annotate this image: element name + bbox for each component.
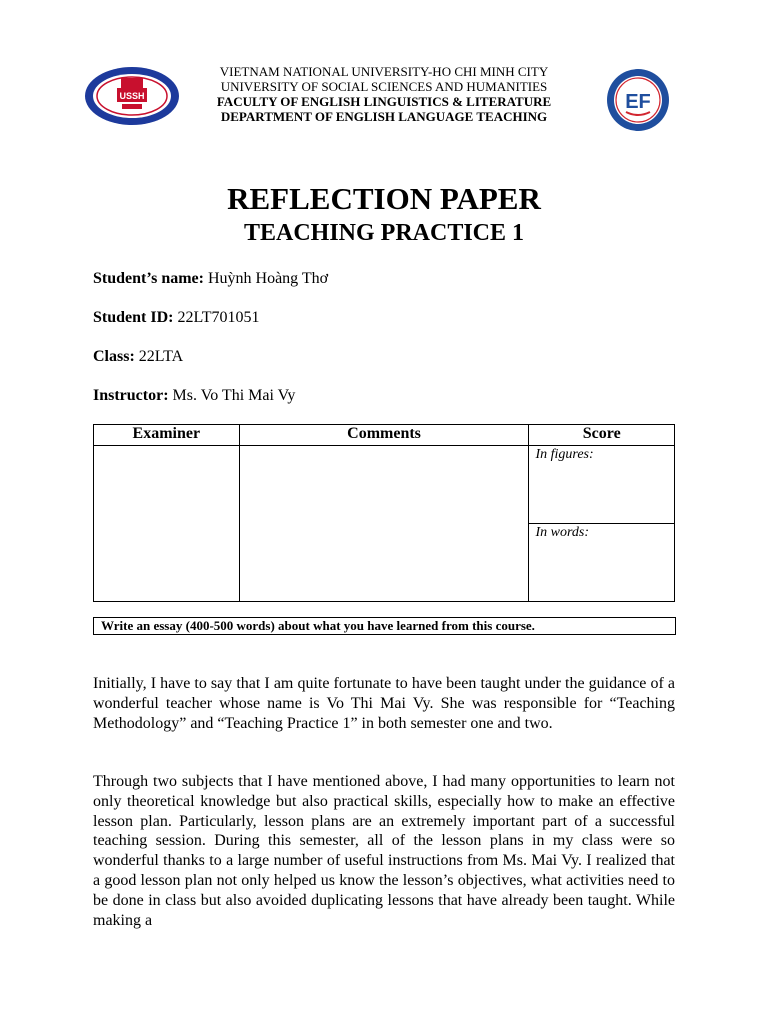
comments-header: Comments [239, 425, 529, 446]
score-in-words: In words: [529, 524, 675, 602]
essay-paragraph-2: Through two subjects that I have mentioned above, I had many opportunities to learn not only theoretical knowledge but also practical skills, especially how to make an effective lesson plan. Particularly, lesson plans are an extremely important part of a successful teaching session. During this semester, all of the lesson plans in my class were so wonderful thanks to a large number of useful instructions from Ms. Mai Vy. I realized that a good lesson plan not only helped us know the lesson’s objectives, what activities need to be done in class but also avoided duplicating lessons that have already been taught. While making a [93, 773, 675, 929]
document-title: REFLECTION PAPER [227, 181, 541, 216]
essay-instruction: Write an essay (400-500 words) about what you have learned from this course. [93, 617, 676, 635]
student-name-label: Student’s name: [93, 270, 204, 287]
student-name-value: Huỳnh Hoàng Thơ [203, 270, 329, 287]
score-table [93, 424, 675, 602]
score-header: Score [529, 425, 675, 446]
class-field [93, 347, 183, 367]
instructor-label: Instructor: [93, 387, 169, 404]
class-value: 22LTA [134, 348, 184, 365]
student-id-label: Student ID: [93, 309, 174, 326]
instructor-field [93, 386, 295, 406]
class-label: Class: [93, 348, 135, 365]
student-id-value: 22LT701051 [173, 309, 260, 326]
header-line-3: FACULTY OF ENGLISH LINGUISTICS & LITERATURE [216, 94, 552, 109]
instructor-value: Ms. Vo Thi Mai Vy [168, 387, 296, 404]
score-in-figures: In figures: [529, 446, 675, 524]
comments-cell [239, 446, 529, 602]
institution-header [0, 64, 768, 124]
examiner-cell [94, 446, 240, 602]
header-line-1: VIETNAM NATIONAL UNIVERSITY-HO CHI MINH CITY [219, 64, 549, 79]
header-line-4: DEPARTMENT OF ENGLISH LANGUAGE TEACHING [220, 109, 548, 124]
student-name-field [93, 269, 328, 289]
svg-text:EF: EF [625, 91, 651, 113]
svg-text:USSH: USSH [119, 91, 145, 101]
essay-paragraph-1: Initially, I have to say that I am quite fortunate to have been taught under the guidance of a wonderful teacher whose name is Vo Thi Mai Vy. She was responsible for “Teaching Methodology” and “Teaching Practice 1” in both semester one and two. [93, 675, 675, 732]
header-line-2: UNIVERSITY OF SOCIAL SCIENCES AND HUMANITIES [220, 79, 548, 94]
student-id-field [93, 308, 260, 328]
document-subtitle: TEACHING PRACTICE 1 [243, 220, 525, 246]
examiner-header: Examiner [94, 425, 240, 446]
